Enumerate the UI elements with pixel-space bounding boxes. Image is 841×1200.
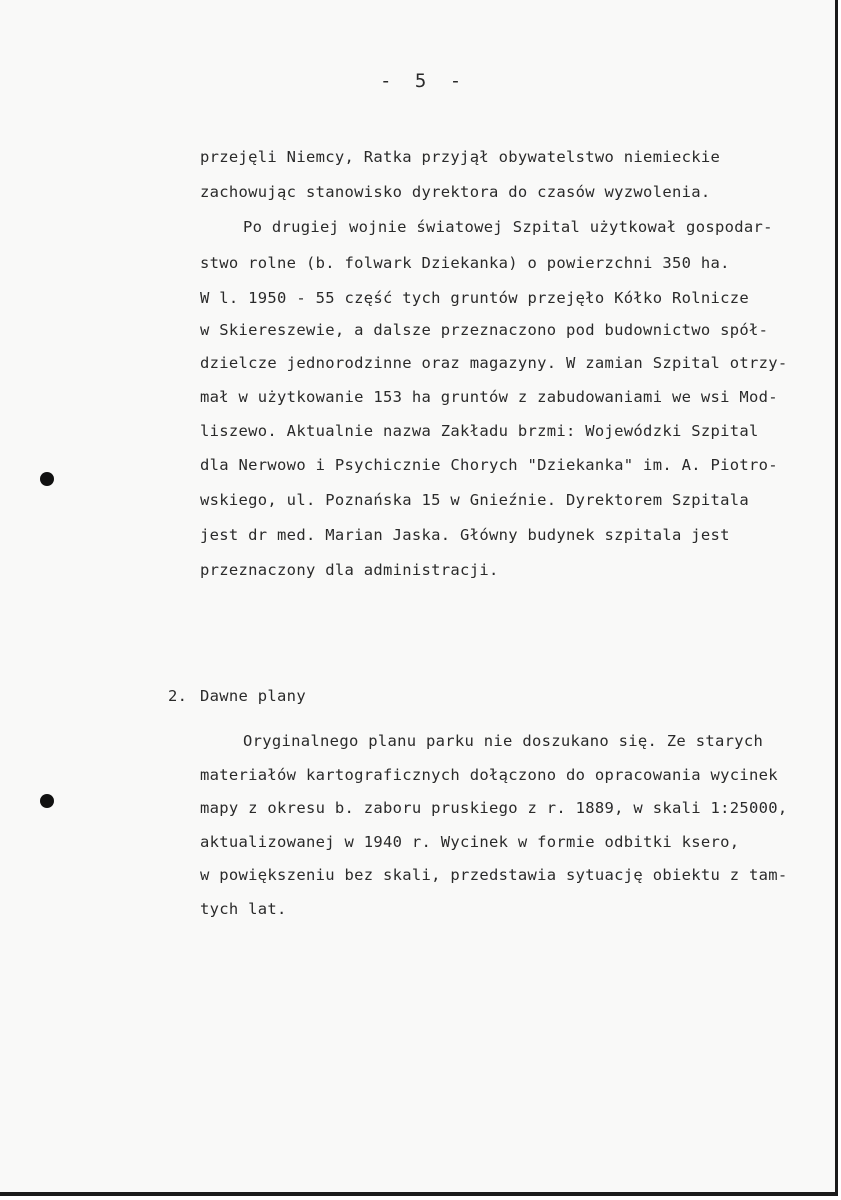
text-line: przeznaczony dla administracji. [200,561,499,579]
text-line: dla Nerwowo i Psychicznie Chorych "Dziekanka" im. A. Piotro- [200,456,778,474]
text-line: materiałów kartograficznych dołączono do opracowania wycinek [200,766,778,784]
punch-hole [40,472,54,486]
text-line: aktualizowanej w 1940 r. Wycinek w formie odbitki ksero, [200,833,740,851]
text-line: dzielcze jednorodzinne oraz magazyny. W zamian Szpital otrzy- [200,354,788,372]
text-line: mapy z okresu b. zaboru pruskiego z r. 1889, w skali 1:25000, [200,799,788,817]
section-number: 2. [168,687,188,705]
section-title: Dawne plany [200,687,306,705]
text-line: w Skiereszewie, a dalsze przeznaczono pod budownictwo spół- [200,321,769,339]
text-line: przejęli Niemcy, Ratka przyjął obywatelstwo niemieckie [200,148,721,166]
punch-hole [40,794,54,808]
text-line: Po drugiej wojnie światowej Szpital użytkował gospodar- [243,218,773,236]
text-line: W l. 1950 - 55 część tych gruntów przejęło Kółko Rolnicze [200,289,750,307]
text-line: liszewo. Aktualnie nazwa Zakładu brzmi: Wojewódzki Szpital [200,422,759,440]
text-line: w powiększeniu bez skali, przedstawia sytuację obiektu z tam- [200,866,788,884]
text-line: Oryginalnego planu parku nie doszukano się. Ze starych [243,732,764,750]
text-line: stwo rolne (b. folwark Dziekanka) o powierzchni 350 ha. [200,254,730,272]
text-line: zachowując stanowisko dyrektora do czasów wyzwolenia. [200,183,711,201]
text-line: tych lat. [200,900,287,918]
page-number: - 5 - [380,70,468,92]
text-line: mał w użytkowanie 153 ha gruntów z zabudowaniami we wsi Mod- [200,388,778,406]
text-line: wskiego, ul. Poznańska 15 w Gnieźnie. Dyrektorem Szpitala [200,491,750,509]
text-line: jest dr med. Marian Jaska. Główny budynek szpitala jest [200,526,730,544]
